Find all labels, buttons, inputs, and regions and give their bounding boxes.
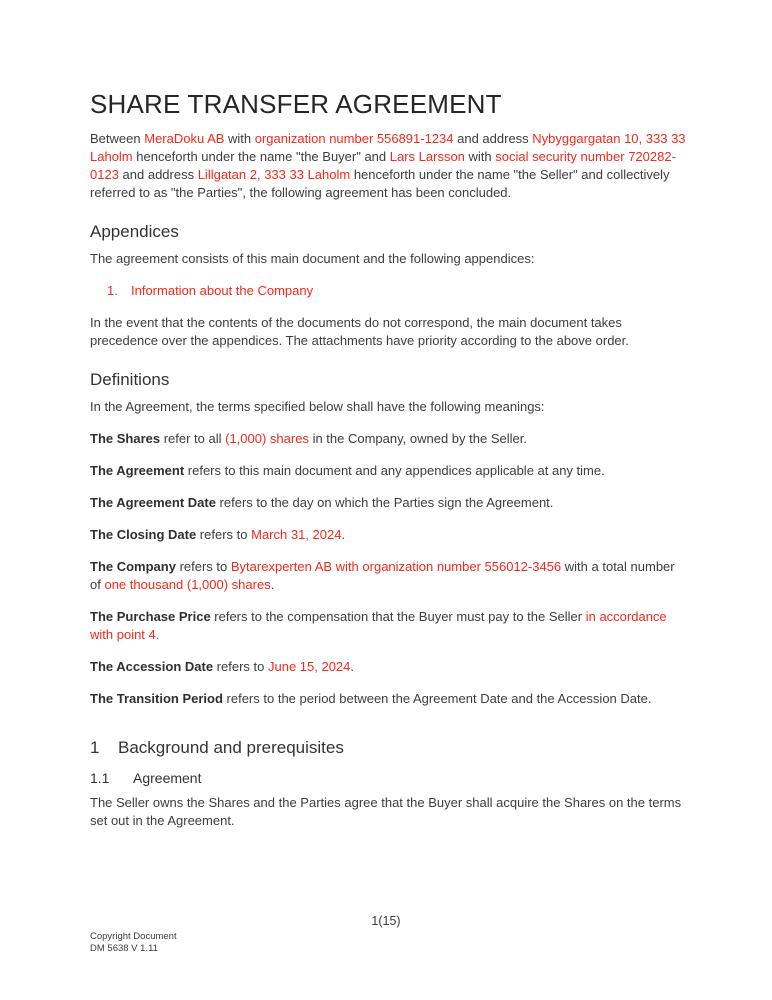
text-segment: .	[341, 527, 346, 542]
defined-term: The Company	[90, 559, 176, 574]
text-segment: The Seller owns the Shares and the Parties agree that the Buyer shall acquire the Shares on the terms set out in the Agreement.	[90, 795, 682, 828]
highlighted-text: organization number 556891-1234	[254, 131, 454, 146]
defined-term: The Closing Date	[90, 527, 197, 542]
highlighted-text: social security number 720282-0123	[90, 149, 676, 182]
text-segment: with	[464, 149, 496, 164]
definition-closing-date	[90, 526, 686, 544]
section-1-1-body	[90, 794, 686, 830]
document-content	[90, 88, 686, 844]
text-segment: refers to	[175, 559, 231, 574]
page-number: 1(15)	[371, 914, 401, 928]
appendices-heading	[90, 221, 686, 243]
highlighted-text: one thousand (1,000) shares	[104, 577, 271, 592]
text-segment: refers to	[196, 527, 252, 542]
footer-copyright-line1: Copyright Document	[90, 931, 177, 942]
text-segment: Appendices	[90, 222, 179, 241]
text-segment: .	[350, 659, 355, 674]
text-segment: in the Company, owned by the Seller.	[308, 431, 527, 446]
text-segment: refers to the period between the Agreement Date and the Accession Date.	[222, 691, 652, 706]
text-segment: Between	[90, 131, 145, 146]
definition-agreement	[90, 462, 686, 480]
section-1-heading	[90, 737, 686, 759]
text-segment: and address	[118, 167, 198, 182]
highlighted-text: June 15, 2024	[267, 659, 351, 674]
text-segment: henceforth under the name "the Seller" and collectively referred to as "the Parties", the following agreement has been concluded.	[90, 167, 670, 200]
text-segment: Definitions	[90, 370, 170, 389]
footer-copyright-line2: DM 5638 V 1.11	[90, 942, 158, 954]
text-segment: SHARE TRANSFER AGREEMENT	[90, 89, 502, 119]
list-item-number: 1.	[107, 283, 118, 298]
defined-term: The Purchase Price	[90, 609, 211, 624]
definition-shares	[90, 430, 686, 448]
text-segment: henceforth under the name "the Buyer" and	[132, 149, 390, 164]
text-segment: refer to all	[160, 431, 226, 446]
appendices-note	[90, 314, 686, 350]
text-segment: with	[224, 131, 255, 146]
text-segment: refers to	[213, 659, 268, 674]
section-1-1-heading	[90, 769, 686, 788]
definitions-heading	[90, 369, 686, 391]
text-segment: refers to this main document and any appendices applicable at any time.	[184, 463, 605, 478]
appendices-list	[90, 282, 686, 300]
preamble-paragraph	[90, 130, 686, 202]
defined-term: The Agreement	[90, 463, 185, 478]
text-segment: refers to the day on which the Parties sign the Agreement.	[215, 495, 554, 510]
highlighted-text: Lillgatan 2, 333 33 Laholm	[197, 167, 351, 182]
highlighted-text: (1,000) shares	[225, 431, 309, 446]
highlighted-text: Lars Larsson	[389, 149, 465, 164]
definition-agreement-date	[90, 494, 686, 512]
heading-number: 1	[90, 738, 100, 757]
highlighted-text: MeraDoku AB	[144, 131, 225, 146]
text-segment: and address	[453, 131, 533, 146]
text-segment: with a total number of	[90, 559, 675, 592]
text-segment: The agreement consists of this main document and the following appendices:	[90, 251, 535, 266]
text-segment: In the Agreement, the terms specified below shall have the following meanings:	[90, 399, 545, 414]
defined-term: The Accession Date	[90, 659, 214, 674]
text-segment: refers to the compensation that the Buyer must pay to the Seller	[210, 609, 586, 624]
definition-company	[90, 558, 686, 594]
text-segment: In the event that the contents of the documents do not correspond, the main document takes precedence over the appendices. The attachments have priority according to the above order.	[90, 315, 629, 348]
heading-number: 1.1	[90, 770, 110, 786]
text-segment: Background and prerequisites	[118, 738, 344, 757]
defined-term: The Agreement Date	[90, 495, 216, 510]
footer-copyright	[90, 931, 177, 954]
definition-transition-period	[90, 690, 686, 708]
text-segment: Agreement	[133, 770, 202, 786]
highlighted-text: in accordance with point 4.	[90, 609, 667, 642]
document-title	[90, 88, 686, 120]
definition-accession-date	[90, 658, 686, 676]
text-segment: .	[270, 577, 275, 592]
highlighted-text: Bytarexperten AB with organization number 556012-3456	[230, 559, 562, 574]
highlighted-text: Nybyggargatan 10, 333 33 Laholm	[90, 131, 686, 164]
highlighted-text: March 31, 2024	[251, 527, 342, 542]
defined-term: The Shares	[90, 431, 161, 446]
list-item	[107, 282, 686, 300]
definition-purchase-price	[90, 608, 686, 644]
defined-term: The Transition Period	[90, 691, 223, 706]
appendices-intro	[90, 250, 686, 268]
definitions-intro	[90, 398, 686, 416]
highlighted-text: Information about the Company	[131, 283, 314, 298]
